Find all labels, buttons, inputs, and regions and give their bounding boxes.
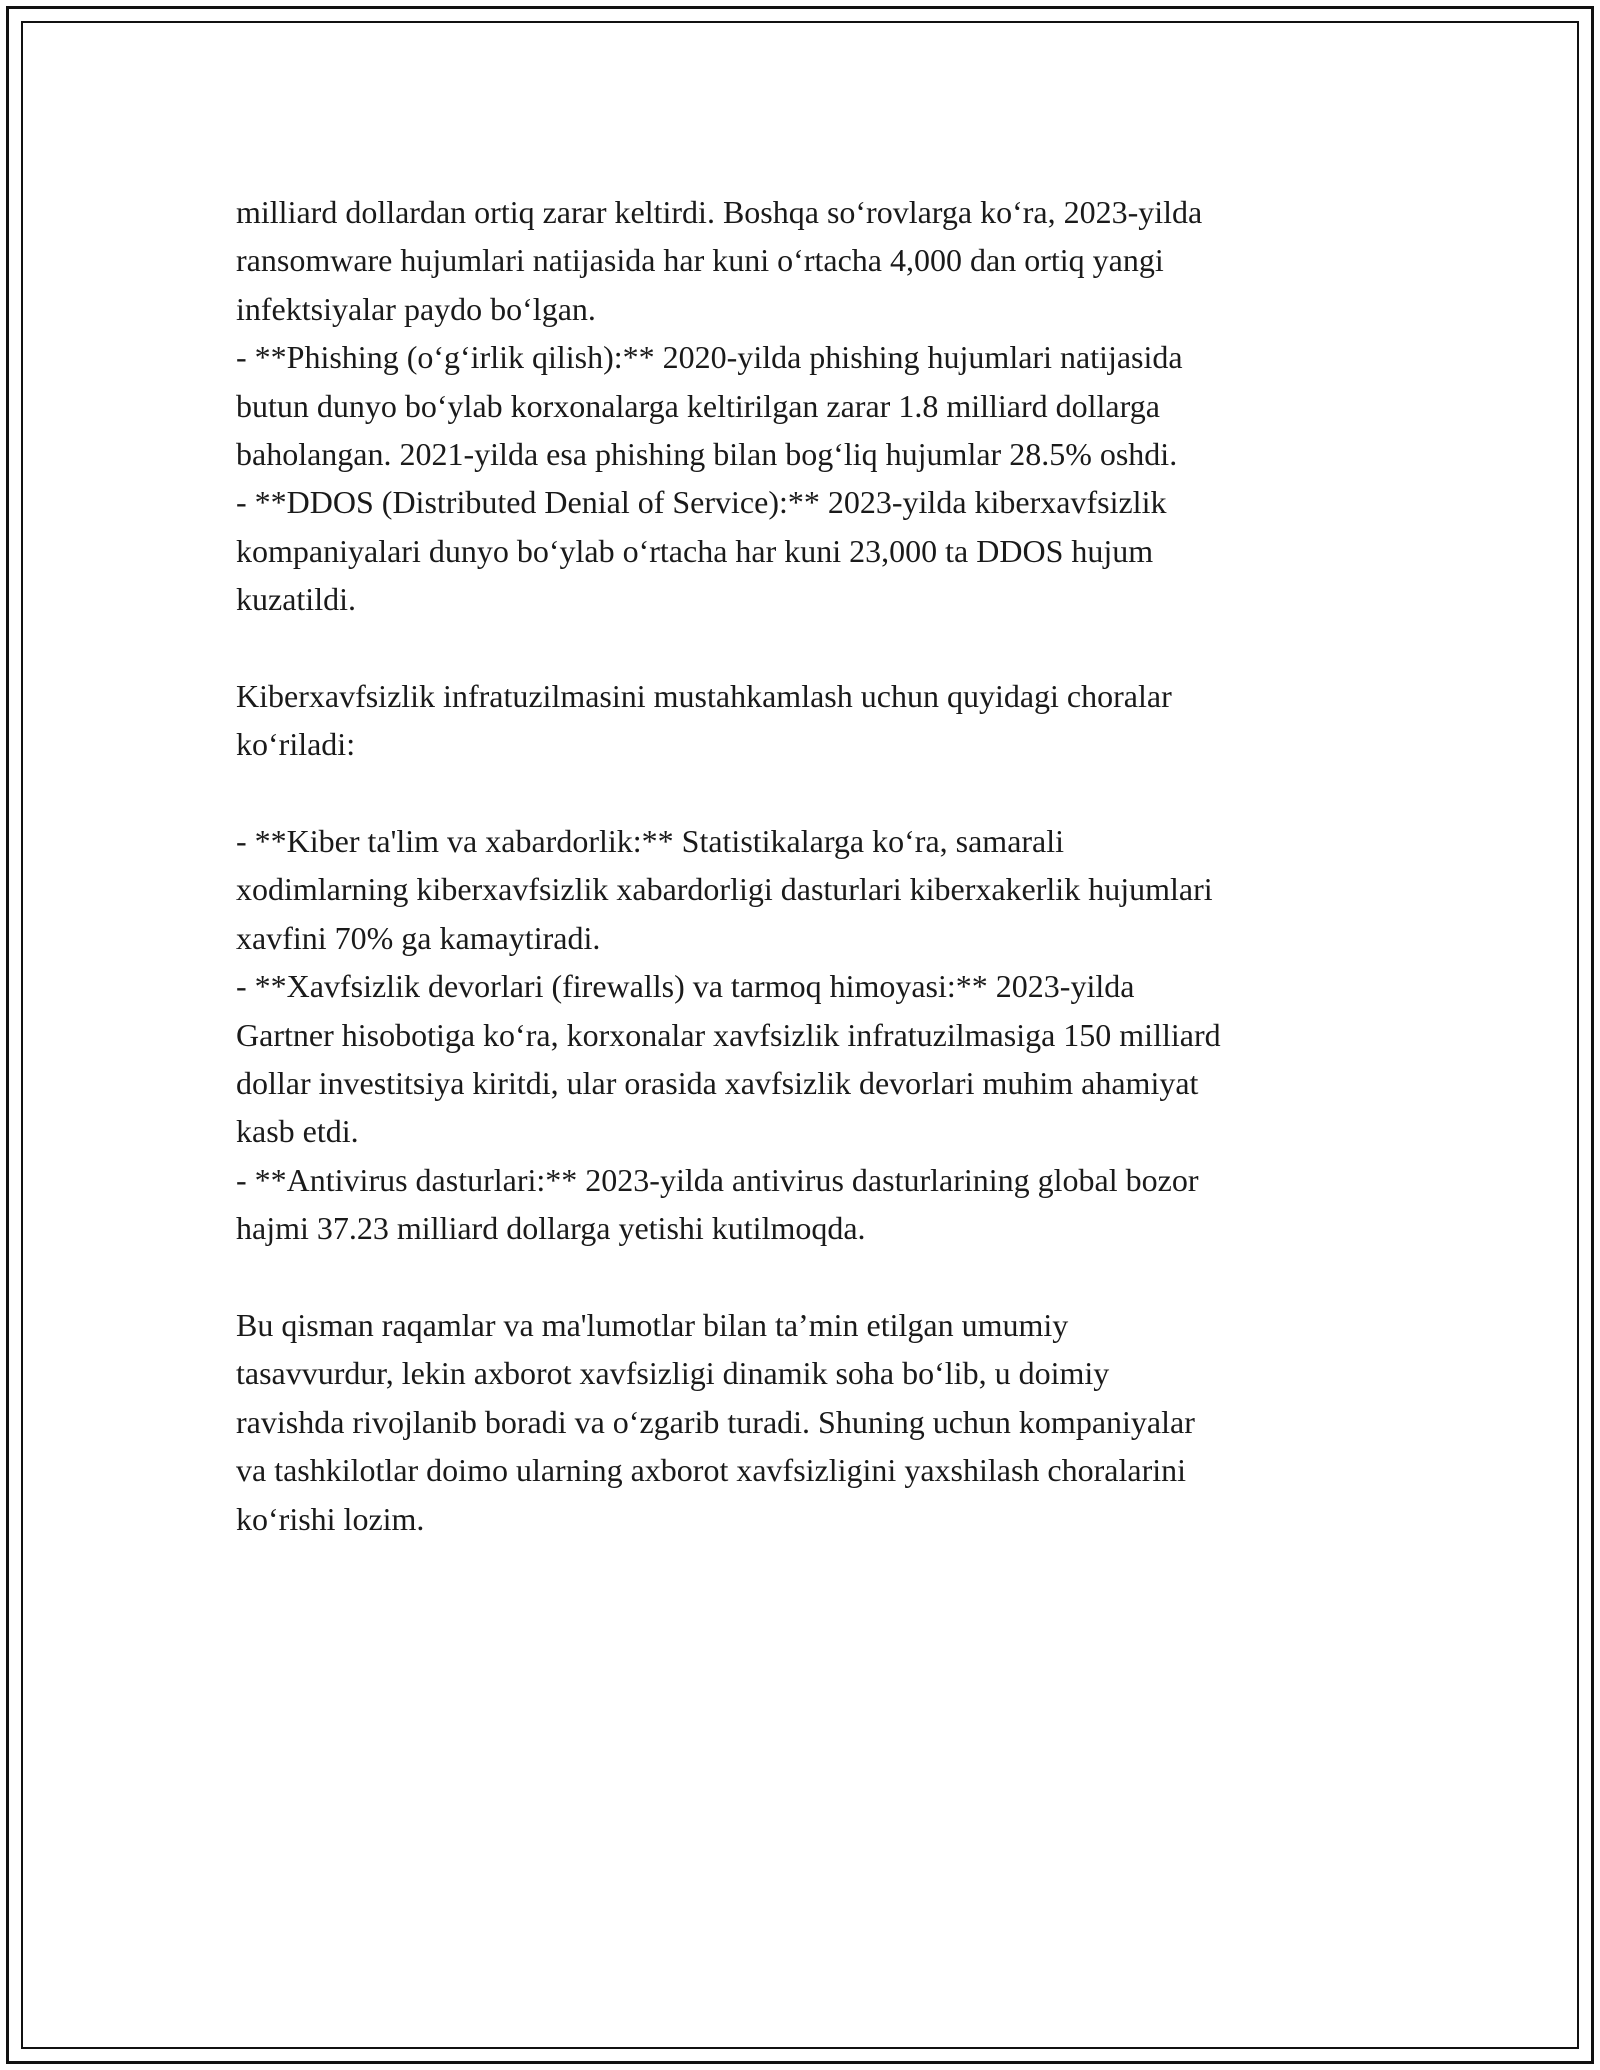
text-line: - **Phishing (o‘g‘irlik qilish):** 2020-yilda phishing hujumlari natijasida [236,339,1183,376]
text-line: Gartner hisobotiga ko‘ra, korxonalar xavfsizlik infratuzilmasiga 150 milliard [236,1016,1221,1053]
document-body [236,188,1386,1543]
text-line: kuzatildi. [236,581,356,618]
text-line: tasavvurdur, lekin axborot xavfsizligi dinamik soha bo‘lib, u doimiy [236,1355,1110,1392]
paragraph-gap [236,769,1386,817]
paragraph-gap [236,1253,1386,1301]
text-line: ko‘rishi lozim. [236,1500,425,1537]
text-line: ko‘riladi: [236,726,356,763]
text-line: - **Kiber ta'lim va xabardorlik:** Statistikalarga ko‘ra, samarali [236,823,1065,860]
text-line: Kiberxavfsizlik infratuzilmasini mustahkamlash uchun quyidagi choralar [236,677,1172,714]
text-line: ransomware hujumlari natijasida har kuni o‘rtacha 4,000 dan ortiq yangi [236,242,1164,279]
text-line: baholangan. 2021-yilda esa phishing bilan bog‘liq hujumlar 28.5% oshdi. [236,435,1178,472]
text-line: xodimlarning kiberxavfsizlik xabardorligi dasturlari kiberxakerlik hujumlari [236,871,1213,908]
text-line: kompaniyalari dunyo bo‘ylab o‘rtacha har kuni 23,000 ta DDOS hujum [236,532,1154,569]
text-line: xavfini 70% ga kamaytiradi. [236,919,601,956]
text-line: ravishda rivojlanib boradi va o‘zgarib turadi. Shuning uchun kompaniyalar [236,1403,1195,1440]
text-line: - **Xavfsizlik devorlari (firewalls) va tarmoq himoyasi:** 2023-yilda [236,968,1135,1005]
text-line: hajmi 37.23 milliard dollarga yetishi kutilmoqda. [236,1210,866,1247]
text-line: - **Antivirus dasturlari:** 2023-yilda antivirus dasturlarining global bozor [236,1161,1199,1198]
text-line: infektsiyalar paydo bo‘lgan. [236,290,596,327]
text-line: milliard dollardan ortiq zarar keltirdi. Boshqa so‘rovlarga ko‘ra, 2023-yilda [236,194,1203,230]
text-line: - **DDOS (Distributed Denial of Service):** 2023-yilda kiberxavfsizlik [236,484,1167,521]
text-line: butun dunyo bo‘ylab korxonalarga keltirilgan zarar 1.8 milliard dollarga [236,387,1160,424]
text-line: Bu qisman raqamlar va ma'lumotlar bilan ta’min etilgan umumiy [236,1306,1069,1343]
text-line: va tashkilotlar doimo ularning axborot xavfsizligini yaxshilash choralarini [236,1452,1186,1489]
text-line: kasb etdi. [236,1113,359,1150]
paragraph-gap [236,624,1386,672]
text-line: dollar investitsiya kiritdi, ular orasida xavfsizlik devorlari muhim ahamiyat [236,1065,1199,1102]
